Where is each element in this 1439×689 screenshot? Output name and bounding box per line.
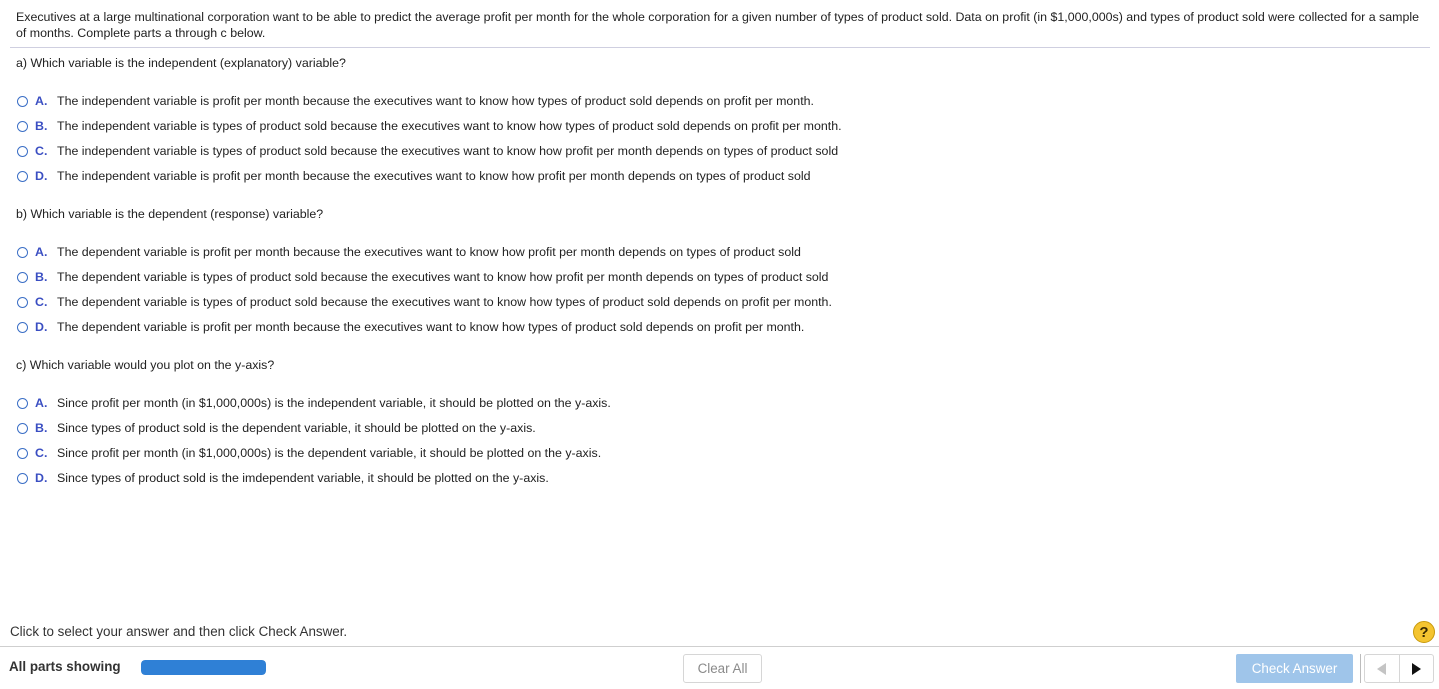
question-b-option-a[interactable] [17,243,801,261]
option-letter: C. [35,144,48,158]
question-c-option-a[interactable] [17,394,611,412]
radio-button[interactable] [17,96,28,107]
question-b-option-c[interactable] [17,293,832,311]
option-letter: A. [35,396,48,410]
question-c-option-b[interactable] [17,419,536,437]
option-text: The dependent variable is types of product sold because the executives want to know how types of product sold depends on profit per month. [57,295,832,309]
radio-button[interactable] [17,171,28,182]
option-letter: B. [35,119,48,133]
radio-button[interactable] [17,247,28,258]
option-letter: A. [35,94,48,108]
radio-button[interactable] [17,146,28,157]
radio-button[interactable] [17,423,28,434]
progress-fill [141,660,266,675]
option-letter: A. [35,245,48,259]
progress-bar [141,660,266,675]
intro-divider [10,47,1430,48]
nav-separator [1360,654,1361,683]
footer-divider [0,646,1439,647]
question-b-option-d[interactable] [17,318,804,336]
option-text: The independent variable is profit per month because the executives want to know how types of product sold depends on profit per month. [57,94,814,108]
option-text: The dependent variable is profit per month because the executives want to know how types of product sold depends on profit per month. [57,320,805,334]
radio-button[interactable] [17,448,28,459]
question-nav [1364,654,1434,683]
radio-button[interactable] [17,297,28,308]
option-text: The dependent variable is profit per month because the executives want to know how profit per month depends on types of product sold [57,245,801,259]
question-a-option-a[interactable] [17,92,814,110]
question-c-prompt: c) Which variable would you plot on the y-axis? [16,358,275,372]
radio-button[interactable] [17,121,28,132]
triangle-left-icon [1377,663,1387,675]
clear-all-button[interactable]: Clear All [683,654,762,683]
question-c-option-c[interactable] [17,444,601,462]
option-letter: B. [35,421,48,435]
option-text: Since profit per month (in $1,000,000s) is the dependent variable, it should be plotted on the y-axis. [57,446,602,460]
option-letter: C. [35,295,48,309]
next-question-button[interactable] [1399,655,1434,682]
option-letter: D. [35,320,48,334]
question-c-option-d[interactable] [17,469,549,487]
option-text: The independent variable is types of product sold because the executives want to know how types of product sold depends on profit per month. [57,119,842,133]
problem-statement: Executives at a large multinational corporation want to be able to predict the average profit per month for the whole corporation for a given number of types of product sold. Data on profit (in $1,000,000s) and types of product sold were collected for a sample of months. Complete parts a through c below. [16,10,1420,40]
option-text: Since types of product sold is the imdependent variable, it should be plotted on the y-axis. [57,471,549,485]
option-letter: D. [35,471,48,485]
check-answer-button[interactable]: Check Answer [1236,654,1353,683]
question-b-option-b[interactable] [17,268,828,286]
radio-button[interactable] [17,322,28,333]
question-a-option-c[interactable] [17,142,838,160]
question-a-prompt: a) Which variable is the independent (explanatory) variable? [16,56,346,70]
option-letter: B. [35,270,48,284]
radio-button[interactable] [17,272,28,283]
option-text: Since profit per month (in $1,000,000s) is the independent variable, it should be plotted on the y-axis. [57,396,611,410]
question-b-prompt: b) Which variable is the dependent (response) variable? [16,207,324,221]
radio-button[interactable] [17,473,28,484]
triangle-right-icon [1411,663,1421,675]
option-text: The independent variable is profit per month because the executives want to know how profit per month depends on types of product sold [57,169,811,183]
question-a-option-d[interactable] [17,167,811,185]
option-letter: D. [35,169,48,183]
question-mark-icon[interactable]: ? [1413,621,1435,643]
option-text: The dependent variable is types of product sold because the executives want to know how profit per month depends on types of product sold [57,270,829,284]
option-text: Since types of product sold is the dependent variable, it should be plotted on the y-axis. [57,421,536,435]
previous-question-button[interactable] [1365,655,1399,682]
parts-showing-label: All parts showing [9,659,121,674]
instruction-text: Click to select your answer and then click Check Answer. [10,624,348,639]
option-letter: C. [35,446,48,460]
question-a-option-b[interactable] [17,117,842,135]
option-text: The independent variable is types of product sold because the executives want to know how profit per month depends on types of product sold [57,144,839,158]
radio-button[interactable] [17,398,28,409]
